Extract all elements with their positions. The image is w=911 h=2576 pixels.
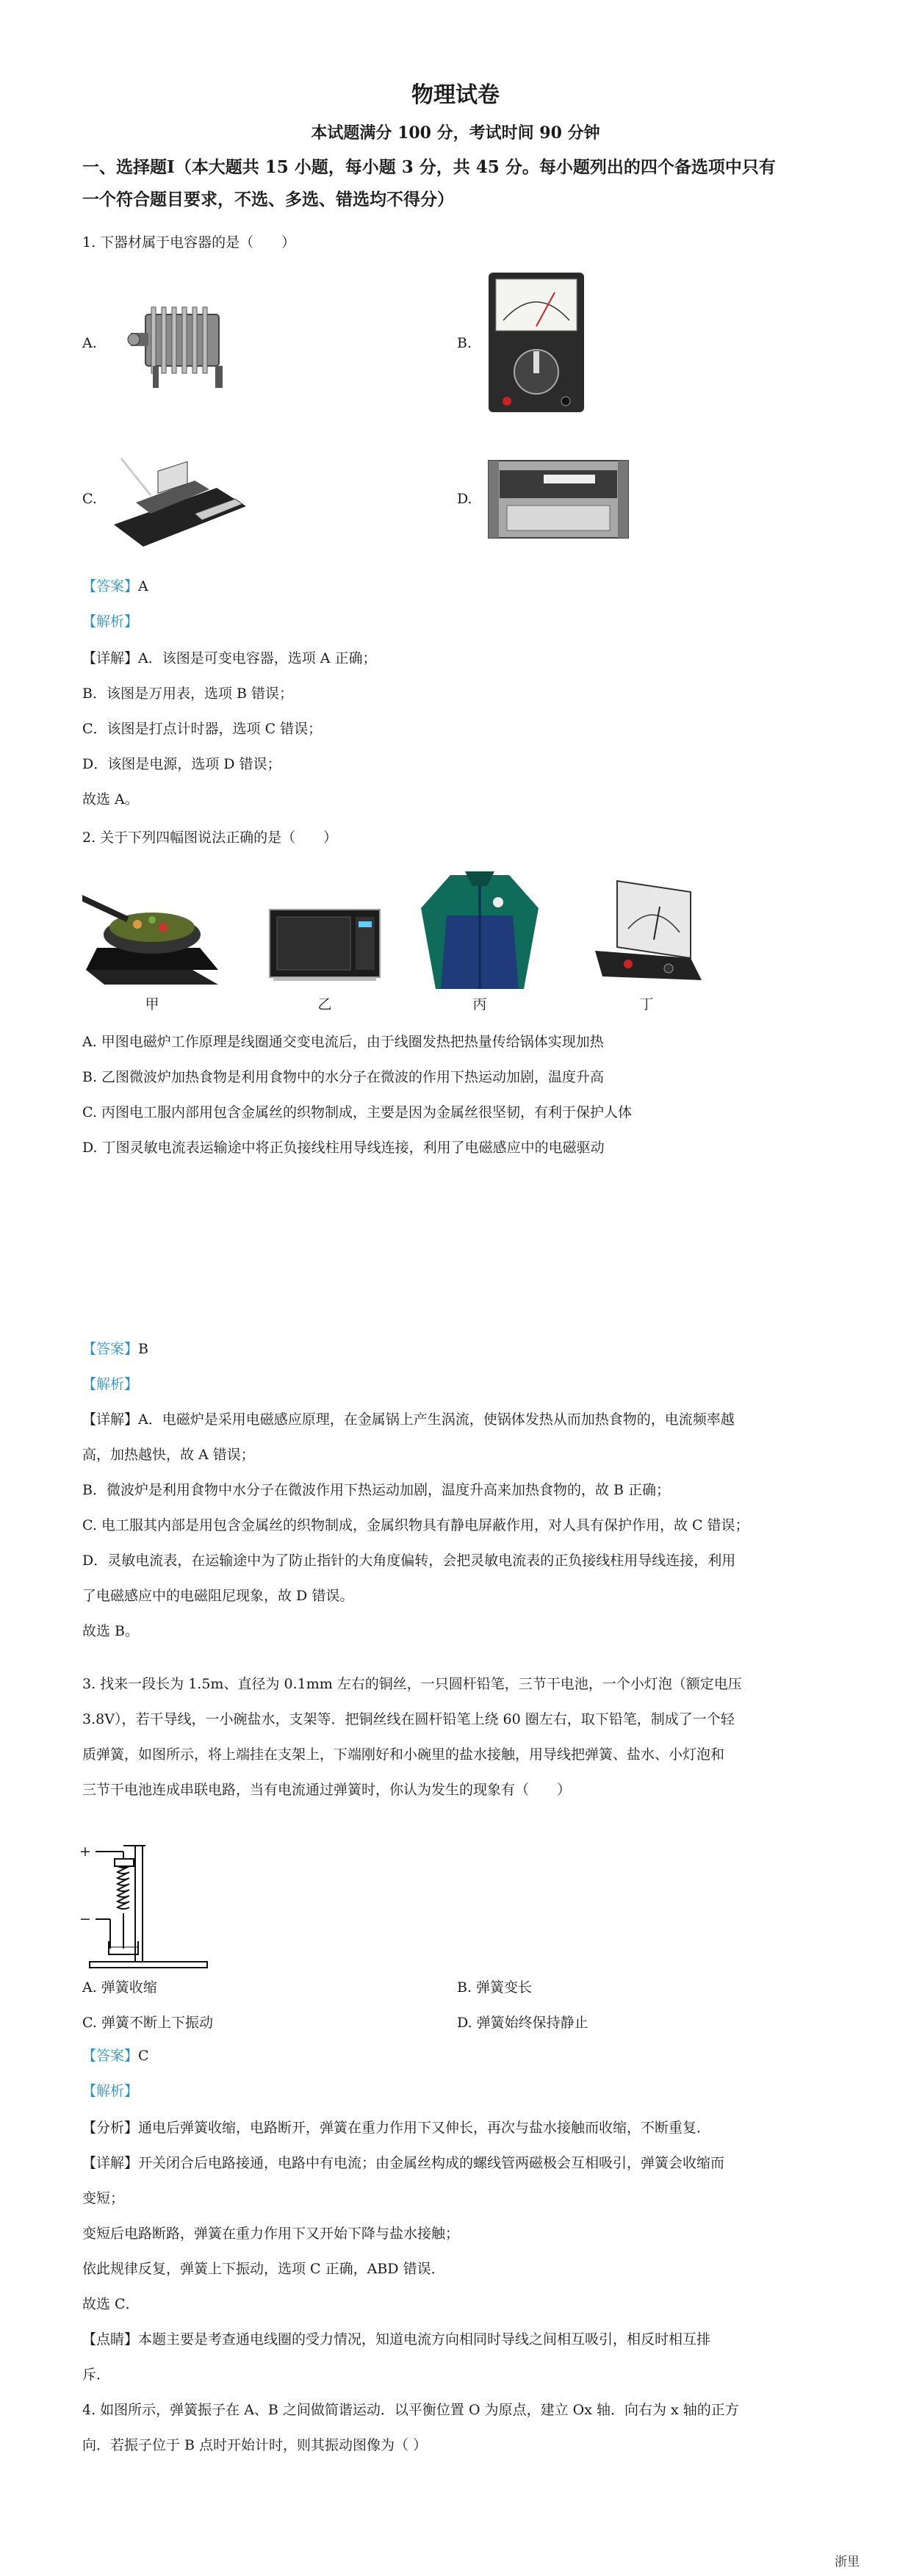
q1-explanation [82, 641, 839, 817]
q1-option-c-label: C. [82, 491, 97, 507]
section-heading-line-2: 一个符合题目要求，不选、多选、错选均不得分） [82, 190, 454, 209]
spring-circuit-diagram [79, 1838, 226, 1971]
q2-options [82, 1024, 839, 1165]
q2-stem: 2. 关于下列四幅图说法正确的是（ ） [82, 830, 338, 846]
q2-answer-tag: 【答案】 [82, 1341, 139, 1357]
q2-option-c: C. 丙图电工服内部用包含金属丝的织物制成，主要是因为金属丝很坚韧，有利于保护人体 [82, 1104, 632, 1120]
q3-answer-value: C [138, 2048, 149, 2064]
q4-stem [82, 2392, 839, 2463]
positive-terminal-label: + [79, 1843, 91, 1860]
page-title: 物理试卷 [411, 82, 500, 108]
q2-detail-line: 故选 B。 [82, 1623, 140, 1639]
q3-option-a: A. 弹簧收缩 [82, 1979, 157, 1996]
ticker-timer-image [107, 444, 253, 554]
power-supply-image [485, 457, 632, 542]
q3-option-d: D. 弹簧始终保持静止 [457, 2015, 588, 2031]
q1-option-a-label: A. [82, 335, 97, 351]
negative-terminal-label: − [79, 1911, 91, 1927]
section-heading-line-1: 一、选择题Ⅰ（本大题共 15 小题，每小题 3 分，共 45 分。每小题列出的四个备选项中只有 [82, 157, 776, 177]
variable-capacitor-image [123, 285, 241, 395]
q1-stem: 1. 下器材属于电容器的是（ ） [82, 234, 296, 251]
q1-detail-line: D．该图是电源，选项 D 错误； [82, 756, 281, 772]
exam-info: 本试题满分 100 分，考试时间 90 分钟 [311, 123, 600, 143]
q1-option-d-label: D. [457, 491, 472, 507]
q1-analysis-tag: 【解析】 [82, 614, 139, 630]
q2-caption-yi: 乙 [317, 996, 332, 1012]
q3-detail-line: 故选 C． [82, 2296, 140, 2312]
multimeter-image [485, 269, 588, 416]
q3-detail-line: 变短后电路断路，弹簧在重力作用下又开始下降与盐水接触； [82, 2226, 460, 2242]
q2-analysis-tag: 【解析】 [82, 1376, 139, 1392]
q3-stem-line: 3. 找来一段长为 1.5m、直径为 0.1mm 左右的铜丝，一只圆杆铅笔，三节干电池，一个小灯泡（额定电压 [82, 1676, 742, 1692]
q3-detail-line: 依此规律反复，弹簧上下振动，选项 C 正确，ABD 错误． [82, 2261, 445, 2277]
galvanometer-image [588, 870, 705, 991]
q2-detail-line: 了电磁感应中的电磁阻尼现象，故 D 错误。 [82, 1588, 354, 1604]
q2-option-a: A. 甲图电磁炉工作原理是线圈通交变电流后，由于线圈发热把热量传给锅体实现加热 [82, 1034, 604, 1050]
q3-detail-line: 斥． [82, 2367, 111, 2383]
q1-detail-line: 【详解】A．该图是可变电容器，选项 A 正确； [82, 650, 377, 666]
q3-answer [82, 2047, 839, 2065]
q1-option-b-label: B. [457, 335, 472, 351]
q4-stem-line: 4. 如图所示，弹簧振子在 A、B 之间做简谐运动．以平衡位置 O 为原点，建立 Ox 轴．向右为 x 轴的正方 [82, 2402, 739, 2418]
microwave-image [266, 904, 384, 985]
induction-cooker-image [82, 882, 222, 990]
q2-detail-line: B．微波炉是利用食物中水分子在微波作用下热运动加剧，温度升高来加热食物的，故 B 正确； [82, 1482, 671, 1498]
q1-detail-line: C．该图是打点计时器，选项 C 错误； [82, 721, 323, 737]
section-heading [82, 151, 832, 216]
q3-answer-tag: 【答案】 [82, 2048, 139, 2064]
work-jacket-image [417, 864, 542, 993]
q3-explanation [82, 2110, 839, 2392]
q2-explanation [82, 1402, 839, 1649]
q3-detail-line: 【点睛】本题主要是考查通电线圈的受力情况，知道电流方向相同时导线之间相互吸引，相反时相互排 [82, 2331, 711, 2347]
q1-answer-tag: 【答案】 [82, 578, 139, 594]
q2-detail-line: 高，加热越快，故 A 错误； [82, 1447, 255, 1463]
q3-option-c: C. 弹簧不断上下振动 [82, 2015, 213, 2031]
q3-stem-line: 三节干电池连成串联电路，当有电流通过弹簧时，你认为发生的现象有（ ） [82, 1782, 572, 1798]
q2-answer [82, 1340, 839, 1359]
q2-answer-value: B [138, 1341, 148, 1357]
footer-watermark: 浙里 [835, 2555, 860, 2569]
q2-detail-line: C. 电工服其内部是用包含金属丝的织物制成，金属织物具有静电屏蔽作用，对人具有保护作用，故 C 错误； [82, 1517, 749, 1533]
q3-analysis-tag: 【解析】 [82, 2083, 139, 2099]
q3-detail-line: 变短； [82, 2190, 125, 2206]
q3-detail-line: 【详解】开关闭合后电路接通，电路中有电流；由金属丝构成的螺线管两磁极会互相吸引，弹簧会收缩而 [82, 2155, 725, 2171]
q2-detail-line: 【详解】A．电磁炉是采用电磁感应原理，在金属锅上产生涡流，使锅体发热从而加热食物的，电流频率越 [82, 1411, 735, 1428]
q1-detail-line: B．该图是万用表，选项 B 错误； [82, 686, 294, 702]
q1-answer [82, 578, 839, 596]
q3-detail-line: 【分析】通电后弹簧收缩，电路断开，弹簧在重力作用下又伸长，再次与盐水接触而收缩，不断重复． [82, 2120, 711, 2136]
q1-detail-line: 故选 A。 [82, 791, 139, 807]
q3-stem-line: 3.8V），若干导线，一小碗盐水，支架等．把铜丝线在圆杆铅笔上绕 60 圈左右，取下铅笔，制成了一个轻 [82, 1711, 735, 1727]
q2-option-b: B. 乙图微波炉加热食物是利用食物中的水分子在微波的作用下热运动加剧，温度升高 [82, 1069, 605, 1085]
q2-option-d: D. 丁图灵敏电流表运输途中将正负接线柱用导线连接，利用了电磁感应中的电磁驱动 [82, 1140, 605, 1156]
q1-answer-value: A [138, 578, 148, 594]
q3-stem [82, 1666, 839, 1807]
q2-detail-line: D．灵敏电流表，在运输途中为了防止指针的大角度偏转，会把灵敏电流表的正负接线柱用导线连接，利用 [82, 1553, 736, 1569]
q2-caption-bing: 丙 [472, 996, 487, 1012]
q2-caption-ding: 丁 [639, 996, 654, 1012]
q3-option-b: B. 弹簧变长 [457, 1979, 533, 1996]
q4-stem-line: 向．若振子位于 B 点时开始计时，则其振动图像为（ ） [82, 2437, 428, 2453]
q3-stem-line: 质弹簧，如图所示，将上端挂在支架上，下端刚好和小碗里的盐水接触，用导线把弹簧、盐水、小灯泡和 [82, 1746, 725, 1763]
q2-caption-jia: 甲 [145, 996, 159, 1012]
